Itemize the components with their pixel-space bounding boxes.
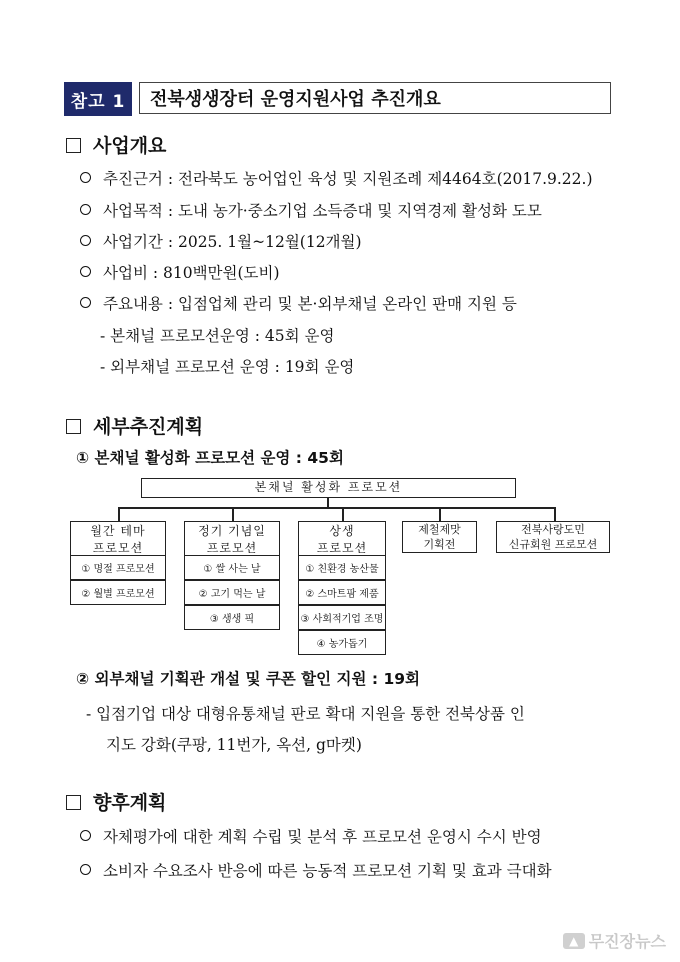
connector-line bbox=[118, 507, 554, 509]
chart-item: ① 쌀 사는 날 bbox=[184, 555, 280, 580]
chart-item: ② 스마트팜 제품 bbox=[298, 580, 386, 605]
dash-item: - 본채널 프로모션운영 : 45회 운영 bbox=[100, 327, 335, 345]
category-box-coexistence: 상생 프로모션 bbox=[298, 521, 386, 557]
chart-item: ③ 생생 픽 bbox=[184, 605, 280, 630]
bullet-text: 사업목적 : 도내 농가·중소기업 소득증대 및 지역경제 활성화 도모 bbox=[103, 202, 542, 220]
connector-line bbox=[232, 507, 234, 521]
connector-line bbox=[439, 507, 441, 521]
bullet-text: 사업기간 : 2025. 1월~12월(12개월) bbox=[103, 233, 362, 251]
chart-item: ④ 농가돕기 bbox=[298, 630, 386, 655]
chart-item: ② 월별 프로모션 bbox=[70, 580, 166, 605]
bullet-text: 사업비 : 810백만원(도비) bbox=[103, 264, 280, 282]
paragraph-line: 지도 강화(쿠팡, 11번가, 옥션, g마켓) bbox=[106, 736, 362, 754]
circle-bullet-icon bbox=[80, 830, 91, 841]
reference-tag: 참고 1 bbox=[64, 82, 132, 116]
watermark-text: 무진장뉴스 bbox=[588, 932, 666, 951]
section-title: 사업개요 bbox=[93, 135, 167, 157]
paragraph-line: - 입점기업 대상 대형유통채널 판로 확대 지원을 통한 전북상품 인 bbox=[86, 705, 525, 723]
section-title: 세부추진계획 bbox=[93, 416, 204, 438]
bullet-text: 소비자 수요조사 반응에 따른 능동적 프로모션 기획 및 효과 극대화 bbox=[103, 862, 552, 880]
circle-bullet-icon bbox=[80, 864, 91, 875]
mountain-logo-icon: ▲ bbox=[563, 933, 585, 949]
chart-item: ③ 사회적기업 조명 bbox=[298, 605, 386, 630]
list-item bbox=[80, 859, 552, 881]
category-box-seasonal: 제철제맛 기획전 bbox=[402, 521, 477, 553]
subsection-external-channel: ② 외부채널 기획관 개설 및 쿠폰 할인 지원 : 19회 bbox=[76, 670, 421, 688]
dash-item: - 외부채널 프로모션 운영 : 19회 운영 bbox=[100, 358, 355, 376]
bullet-text: 자체평가에 대한 계획 수립 및 분석 후 프로모션 운영시 수시 반영 bbox=[103, 828, 542, 846]
connector-line bbox=[118, 507, 120, 521]
subsection-main-channel: ① 본채널 활성화 프로모션 운영 : 45회 bbox=[76, 449, 344, 467]
connector-line bbox=[554, 507, 556, 521]
connector-line bbox=[342, 507, 344, 521]
list-item bbox=[80, 825, 542, 847]
watermark-logo bbox=[563, 929, 666, 952]
category-box-new-member: 전북사랑도민 신규회원 프로모션 bbox=[496, 521, 610, 553]
bullet-text: 주요내용 : 입점업체 관리 및 본·외부채널 온라인 판매 지원 등 bbox=[103, 295, 517, 313]
connector-line bbox=[327, 498, 329, 507]
chart-root-box: 본채널 활성화 프로모션 bbox=[141, 478, 516, 498]
chart-item: ① 친환경 농산물 bbox=[298, 555, 386, 580]
chart-item: ② 고기 먹는 날 bbox=[184, 580, 280, 605]
document-title: 전북생생장터 운영지원사업 추진개요 bbox=[139, 82, 611, 114]
section-title: 향후계획 bbox=[93, 792, 167, 814]
category-box-monthly-theme: 월간 테마 프로모션 bbox=[70, 521, 166, 557]
section-future-plan bbox=[66, 788, 166, 815]
chart-item: ① 명절 프로모션 bbox=[70, 555, 166, 580]
square-bullet-icon bbox=[66, 795, 81, 810]
bullet-text: 추진근거 : 전라북도 농어업인 육성 및 지원조례 제4464호(2017.9.22.) bbox=[103, 170, 593, 188]
category-box-anniversary: 정기 기념일 프로모션 bbox=[184, 521, 280, 557]
